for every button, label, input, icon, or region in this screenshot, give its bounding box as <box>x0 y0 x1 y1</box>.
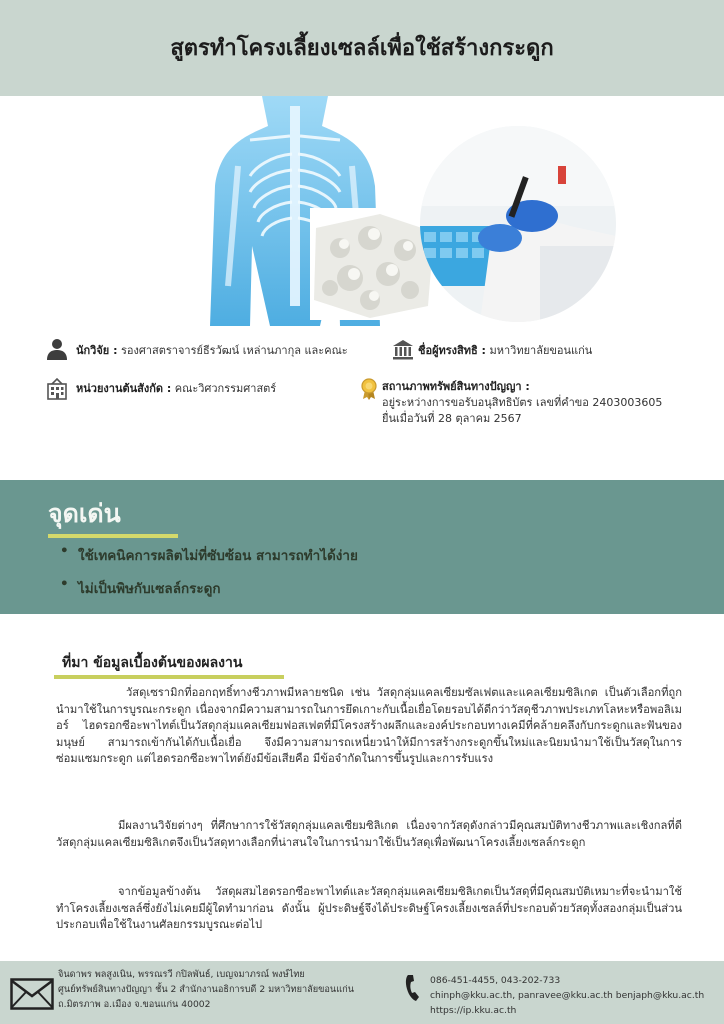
researcher-value: รองศาสตราจารย์ธีรวัฒน์ เหล่านภากุล และคณะ <box>120 344 348 357</box>
unit-value: คณะวิศวกรรมศาสตร์ <box>174 382 277 395</box>
ip-status-line1: อยู่ระหว่างการขอรับอนุสิทธิบัตร เลขที่คำขอ 2403003605 <box>382 396 663 409</box>
envelope-icon <box>10 978 54 1010</box>
hero-images <box>0 96 724 326</box>
background-paragraph: มีผลงานวิจัยต่างๆ ที่ศึกษาการใช้วัสดุกลุ่มแคลเซียมซิลิเกต เนื่องจากวัสดุดังกล่าวมีคุณสมบัติทางชีวภาพและเชิงกลที่ดี วัสดุกลุ่มแคลเซียมซิลิเกตจึงเป็นวัสดุทางเลือกที่น่าสนใจในการนำมาใช้เป็นวัสดุเพื่อพัฒนาโครงเลี้ยงเซลล์กระดูก <box>56 819 682 849</box>
header-bar <box>0 0 724 96</box>
footer-phone: 086-451-4455, 043-202-733 <box>430 975 561 986</box>
unit-row <box>76 381 276 397</box>
highlights-title-underline <box>48 534 178 538</box>
highlights-title: จุดเด่น <box>48 499 121 528</box>
highlight-item: • ใช้เทคนิคการผลิตไม่ที่ซับซ้อน สามารถทำได้ง่าย <box>60 544 358 566</box>
footer-website[interactable]: https://ip.kku.ac.th <box>430 1005 517 1016</box>
owner-value: มหาวิทยาลัยขอนแก่น <box>489 344 593 357</box>
footer-bar <box>0 961 724 1024</box>
owner-row <box>418 343 592 359</box>
scaffold-material-image <box>310 208 438 320</box>
owner-label: ชื่อผู้ทรงสิทธิ : <box>418 344 486 357</box>
highlights-list <box>60 544 358 610</box>
ip-status-label: สถานภาพทรัพย์สินทางปัญญา : <box>382 380 530 393</box>
researcher-label: นักวิจัย : <box>76 344 118 357</box>
background-title: ที่มา ข้อมูลเบื้องต้นของผลงาน <box>62 655 243 671</box>
institution-icon <box>392 338 414 360</box>
ip-status-block <box>382 379 662 427</box>
footer-address-line2: ถ.มิตรภาพ อ.เมือง จ.ขอนแก่น 40002 <box>58 999 211 1010</box>
laboratory-photo <box>420 126 616 322</box>
ip-status-line2: ยื่นเมื่อวันที่ 28 ตุลาคม 2567 <box>382 412 522 425</box>
footer-names: จินดาพร พลสูงเนิน, พรรณรวี กปิลพันธ์, เบญจมาภรณ์ พงษ์ไทย <box>58 969 305 980</box>
footer-contact-block <box>58 967 354 1012</box>
footer-emails[interactable]: chinph@kku.ac.th, panravee@kku.ac.th benjaph@kku.ac.th <box>430 990 705 1001</box>
researcher-row <box>76 343 348 359</box>
building-icon <box>46 378 68 400</box>
page-title: สูตรทำโครงเลี้ยงเซลล์เพื่อใช้สร้างกระดูก <box>170 36 554 61</box>
background-paragraph: จากข้อมูลข้างต้น วัสดุผสมไฮดรอกซีอะพาไทต์และวัสดุกลุ่มแคลเซียมซิลิเกตเป็นวัสดุที่มีคุณสมบัติเหมาะที่จะนำมาใช้ทำโครงเลี้ยงเซลล์ซึ่งยังไม่เคยมีผู้ใดทำมาก่อน ดังนั้น ผู้ประดิษฐ์จึงได้ประดิษฐ์โครงเลี้ยงเซลล์ที่ประกอบด้วยวัสดุทั้งสองกลุ่มเป็นส่วนประกอบเพื่อใช้ในงานศัลยกรรมบูรณะต่อไป <box>56 885 682 932</box>
footer-address-line1: ศูนย์ทรัพย์สินทางปัญญา ชั้น 2 สำนักงานอธิการบดี 2 มหาวิทยาลัยขอนแก่น <box>58 984 354 995</box>
background-paragraph: วัสดุเซรามิกที่ออกฤทธิ์ทางชีวภาพมีหลายชนิด เช่น วัสดุกลุ่มแคลเซียมซัลเฟตและแคลเซียมซิลิเกต เป็นตัวเลือกที่ถูกนำมาใช้ในการบูรณะกระดูก เนื่องจากมีความสามารถในการยึดเกาะกับเนื้อเยื่อโดยรอบได้ดีกว่าวัสดุชีวภาพประเภทโลหะหรือพอลิเมอร์ ไฮดรอกซีอะพาไทต์เป็นวัสดุกลุ่มแคลเซียมฟอสเฟตที่มีโครงสร้างผลึกและองค์ประกอบทางเคมีที่คล้ายคลึงกับกระดูกและฟันของมนุษย์ สามารถเข้ากันได้กับเนื้อเยื่อ จึงมีความสามารถเหนี่ยวนำให้มีการสร้างกระดูกขึ้นใหม่และนิยมนำมาใช้เป็นวัสดุในการซ่อมแซมกระดูก แต่ไฮดรอกซีอะพาไทต์ยังมีข้อเสียคือ มีข้อจำกัดในการขึ้นรูปและการรับแรง <box>56 686 682 766</box>
highlight-item: • ไม่เป็นพิษกับเซลล์กระดูก <box>60 577 358 599</box>
unit-label: หน่วยงานต้นสังกัด : <box>76 382 172 395</box>
person-icon <box>46 338 68 360</box>
phone-icon <box>404 973 424 1003</box>
award-medal-icon <box>358 378 380 400</box>
footer-phone-block <box>430 973 704 1018</box>
background-title-underline <box>54 675 284 679</box>
